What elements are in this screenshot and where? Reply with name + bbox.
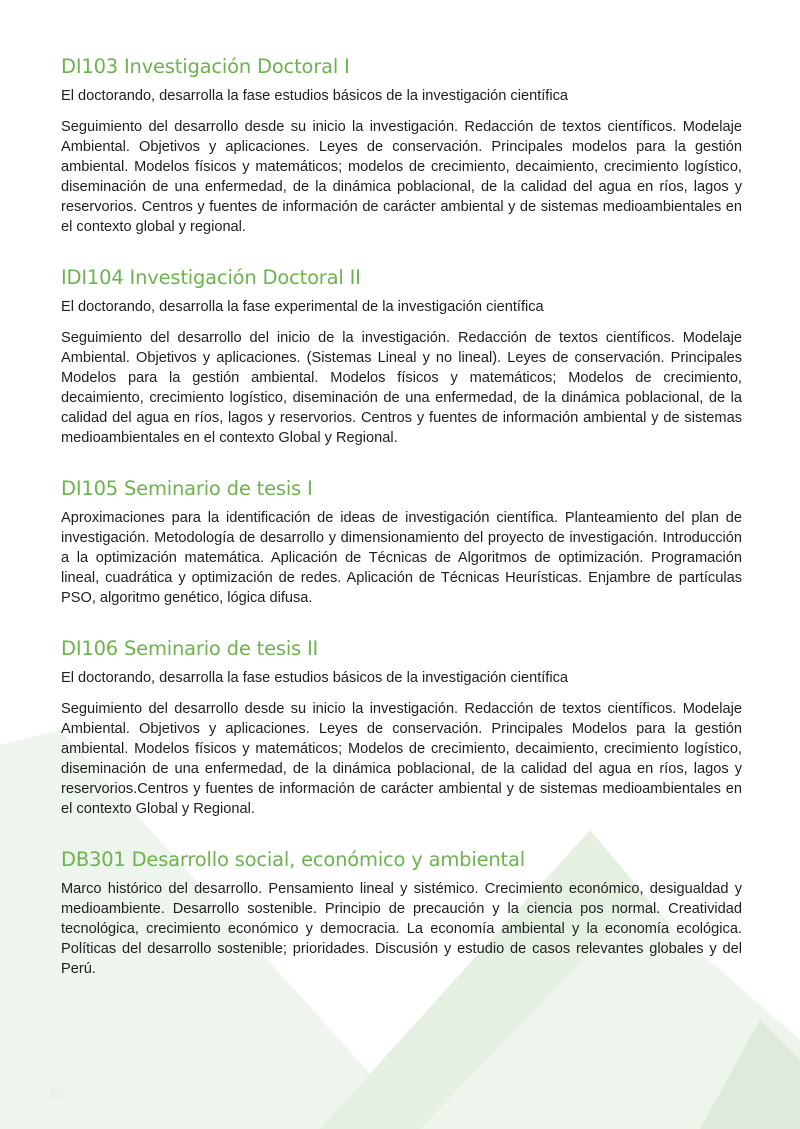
course-title: IDI104 Investigación Doctoral II — [61, 266, 361, 289]
course-description: Seguimiento del desarrollo del inicio de la investigación. Redacción de textos científicos. Modelaje Ambiental. Objetivos y aplicaciones. (Sistemas Lineal y no lineal). Leyes de conservación. Principales Modelos para la gestión ambiental. Modelos físicos y matemáticos; Modelos de crecimiento, decaimiento, crecimiento logístico, diseminación de una enfermedad, de la dinámica poblacional, de la calidad del agua en ríos, lagos y reservorios. Centros y fuentes de información ambiental y de sistemas medioambientales en el contexto Global y Regional. — [61, 330, 742, 446]
page-content — [61, 54, 742, 979]
course-description: Seguimiento del desarrollo desde su inicio la investigación. Redacción de textos científicos. Modelaje Ambiental. Objetivos y aplicaciones. Leyes de conservación. Principales Modelos para la gestión ambiental. Modelos físicos y matemáticos; Modelos de crecimiento, decaimiento, crecimiento logístico, diseminación de una enfermedad, de la dinámica poblacional, de la calidad del agua en ríos, lagos y reservorios.Centros y fuentes de información de carácter ambiental y de sistemas medioambientales en el contexto Global y Regional. — [61, 701, 742, 817]
course-subtitle: El doctorando, desarrolla la fase estudios básicos de la investigación científica — [61, 88, 569, 104]
course-section-db301 — [61, 847, 742, 979]
course-title: DI106 Seminario de tesis II — [61, 637, 319, 660]
page-number: 52 — [50, 1085, 66, 1101]
course-title: DI105 Seminario de tesis I — [61, 477, 313, 500]
course-section-idi104 — [61, 265, 742, 448]
course-subtitle: El doctorando, desarrolla la fase experimental de la investigación científica — [61, 299, 544, 315]
course-title: DB301 Desarrollo social, económico y ambiental — [61, 848, 525, 871]
course-description: Aproximaciones para la identificación de ideas de investigación científica. Planteamiento del plan de investigación. Metodología de desarrollo y dimensionamiento del proyecto de investigación. Introducción a la optimización matemática. Aplicación de Técnicas de Algoritmos de optimización. Programación lineal, cuadrática y optimización de redes. Aplicación de Técnicas Heurísticas. Enjambre de partículas PSO, algoritmo genético, lógica difusa. — [61, 510, 742, 606]
course-title: DI103 Investigación Doctoral I — [61, 55, 350, 78]
course-description: Marco histórico del desarrollo. Pensamiento lineal y sistémico. Crecimiento económico, desigualdad y medioambiente. Desarrollo sostenible. Principio de precaución y la ciencia pos normal. Creatividad tecnológica, crecimiento económico y democracia. La economía ambiental y la economía ecológica. Políticas del desarrollo sostenible; prioridades. Discusión y estudio de casos relevantes globales y del Perú. — [61, 881, 742, 977]
course-section-di105 — [61, 476, 742, 608]
course-description: Seguimiento del desarrollo desde su inicio la investigación. Redacción de textos científicos. Modelaje Ambiental. Objetivos y aplicaciones. Leyes de conservación. Principales modelos para la gestión ambiental. Modelos físicos y matemáticos; modelos de crecimiento, decaimiento, crecimiento logístico, diseminación de una enfermedad, de la dinámica poblacional, de la calidad del agua en ríos, lagos y reservorios. Centros y fuentes de información de carácter ambiental y de sistemas medioambientales en el contexto global y regional. — [61, 119, 742, 235]
course-section-di106 — [61, 636, 742, 819]
course-subtitle: El doctorando, desarrolla la fase estudios básicos de la investigación científica — [61, 670, 569, 686]
course-section-di103 — [61, 54, 742, 237]
